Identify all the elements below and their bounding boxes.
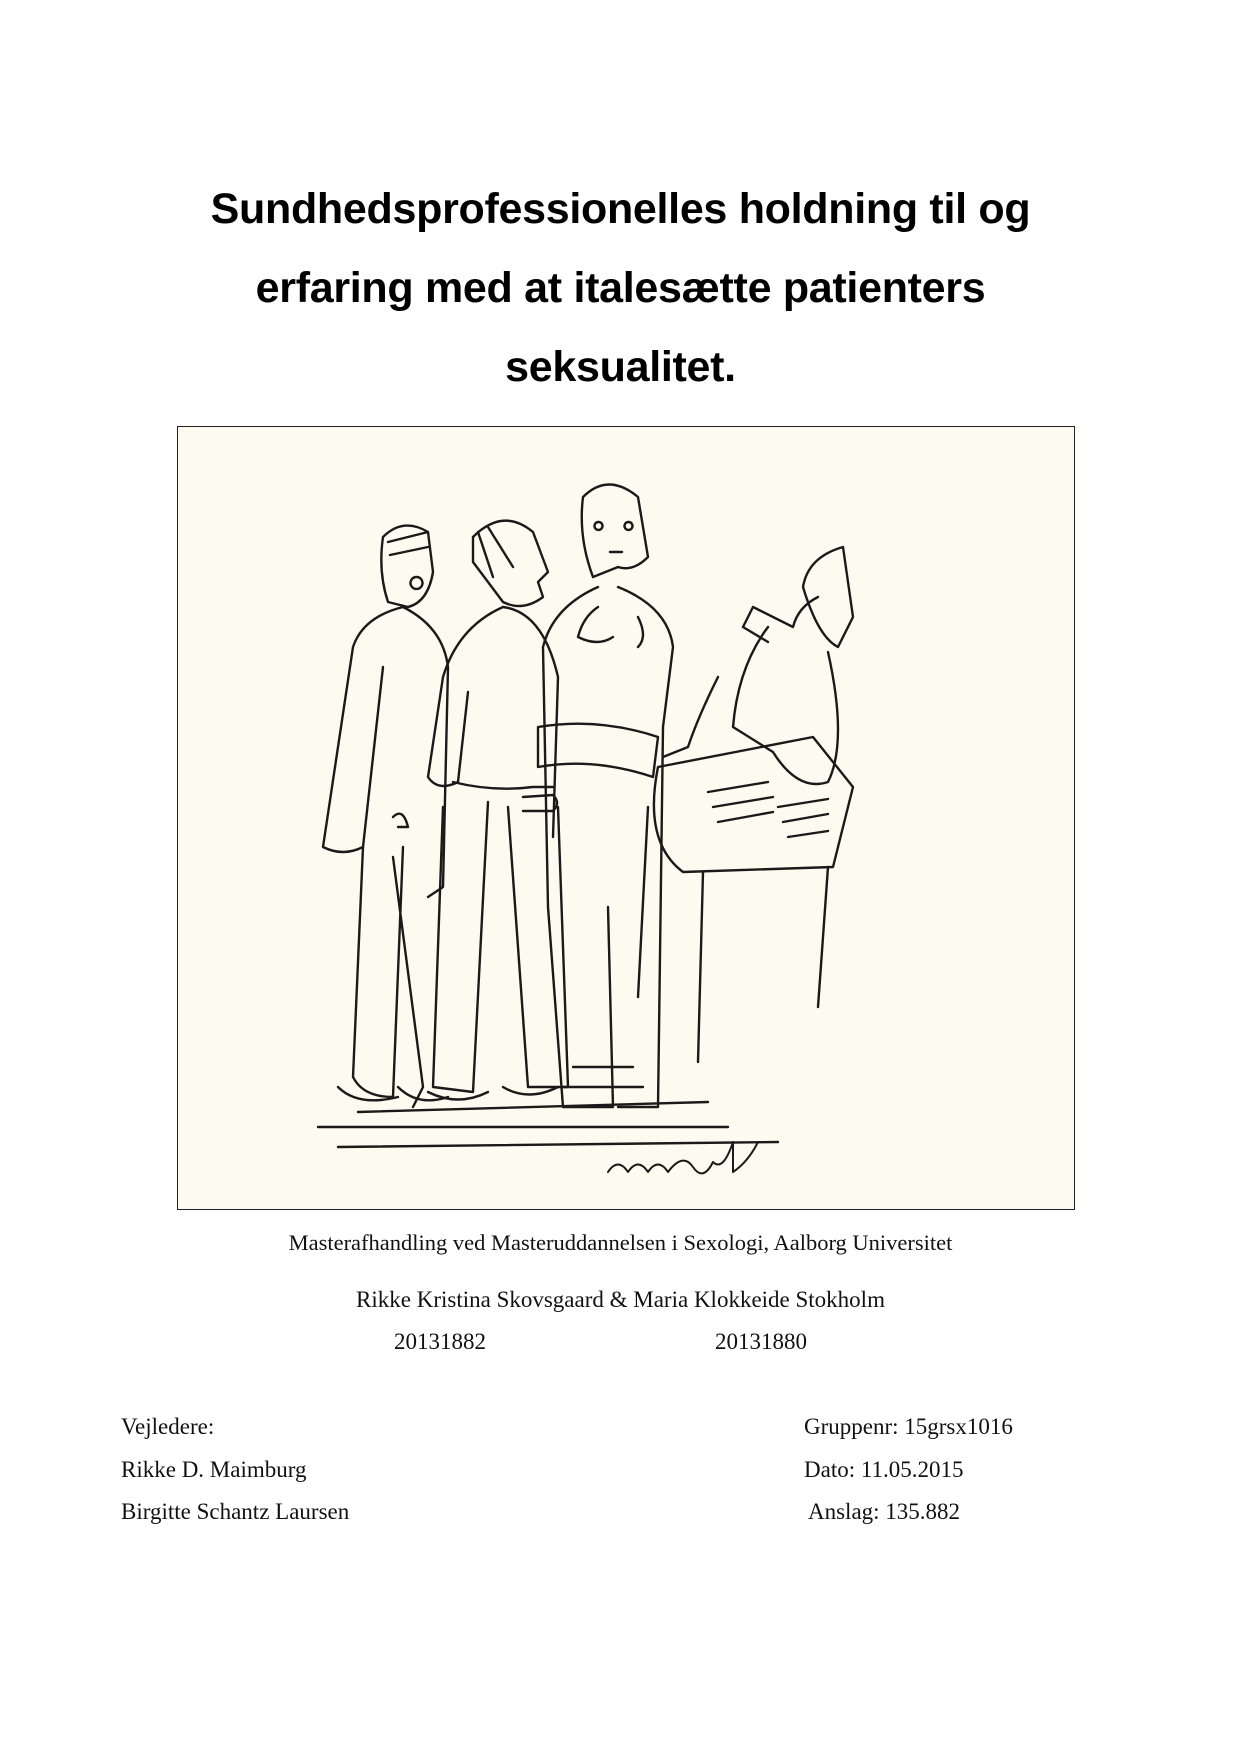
title-line-3: seksualitet. bbox=[505, 343, 736, 391]
author-1-id: 20131882 bbox=[394, 1329, 486, 1354]
date: Dato: 11.05.2015 bbox=[804, 1457, 964, 1482]
character-count: Anslag: 135.882 bbox=[808, 1499, 961, 1524]
supervisor-2: Birgitte Schantz Laursen bbox=[121, 1499, 350, 1524]
group-number: Gruppenr: 15grsx1016 bbox=[804, 1414, 1013, 1439]
title-line-2: erfaring med at italesætte patienters bbox=[255, 264, 986, 312]
authors-names: Rikke Kristina Skovsgaard & Maria Klokkeide Stokholm bbox=[356, 1287, 885, 1312]
figure-patient bbox=[638, 547, 853, 1062]
signature bbox=[608, 1142, 758, 1173]
author-2-id: 20131880 bbox=[715, 1329, 807, 1354]
thesis-caption: Masterafhandling ved Masteruddannelsen i Sexologi, Aalborg Universitet bbox=[288, 1230, 953, 1255]
figure-doctor-2 bbox=[318, 521, 778, 1147]
figure-doctor-1 bbox=[323, 526, 448, 1107]
supervisors-label: Vejledere: bbox=[121, 1414, 215, 1439]
figure-nurse bbox=[538, 485, 673, 1108]
cover-illustration bbox=[177, 426, 1075, 1210]
sketch-drawing bbox=[178, 427, 1074, 1209]
title-line-1: Sundhedsprofessionelles holdning til og bbox=[210, 185, 1031, 233]
supervisor-1: Rikke D. Maimburg bbox=[121, 1457, 307, 1482]
